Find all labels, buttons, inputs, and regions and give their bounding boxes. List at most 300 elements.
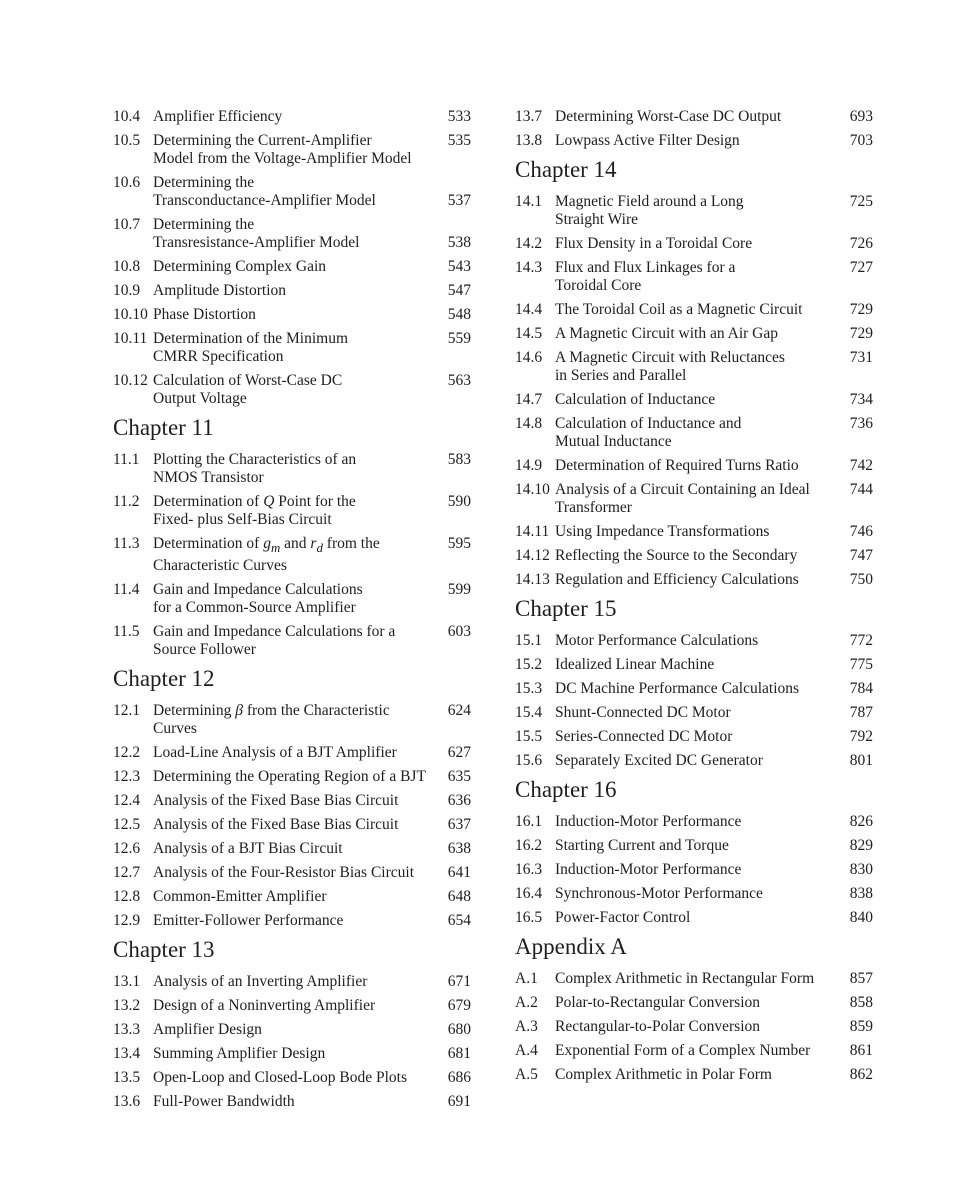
toc-entry-10-6[interactable] xyxy=(113,174,471,210)
toc-entry-14-4[interactable] xyxy=(515,301,873,319)
entry-title xyxy=(555,1018,845,1036)
entry-number: 15.5 xyxy=(515,728,543,745)
entry-page-number: 840 xyxy=(849,909,873,926)
entry-title xyxy=(153,1093,443,1111)
entry-title-line: Exponential Form of a Complex Number xyxy=(555,1042,811,1059)
toc-entry-15-3[interactable] xyxy=(515,680,873,698)
entry-page-number: 826 xyxy=(849,813,873,830)
entry-page-number: 543 xyxy=(447,258,471,275)
entry-title-line: Synchronous-Motor Performance xyxy=(555,885,763,902)
entry-page-number: 583 xyxy=(447,451,471,468)
toc-entry-12-3[interactable] xyxy=(113,768,471,786)
entry-title-line: Summing Amplifier Design xyxy=(153,1045,326,1063)
entry-title xyxy=(153,744,443,762)
entry-title-line: Amplifier Efficiency xyxy=(153,108,283,125)
entry-title xyxy=(555,1042,845,1060)
entry-title-line: Calculation of Inductance and xyxy=(555,415,742,432)
entry-page-number: 729 xyxy=(849,325,873,342)
entry-number: 11.2 xyxy=(113,493,140,510)
entry-title xyxy=(153,372,443,408)
entry-title xyxy=(555,325,845,343)
entry-title-line: Starting Current and Torque xyxy=(555,837,729,854)
entry-title-line: Source Follower xyxy=(153,641,256,659)
entry-number: A.5 xyxy=(515,1066,538,1083)
entry-title-line: Gain and Impedance Calculations xyxy=(153,581,363,599)
entry-title xyxy=(555,193,845,229)
entry-number: 14.11 xyxy=(515,523,550,540)
entry-number: 10.9 xyxy=(113,282,141,299)
entry-number: 12.6 xyxy=(113,840,141,858)
entry-title-line: Polar-to-Rectangular Conversion xyxy=(555,994,761,1011)
toc-entry-15-4[interactable] xyxy=(515,704,873,722)
entry-number: 14.8 xyxy=(515,415,543,432)
entry-page-number: 747 xyxy=(849,547,873,564)
entry-title-line: Determining the Operating Region of a BJT xyxy=(153,768,426,786)
entry-title-line: Gain and Impedance Calculations for a xyxy=(153,623,396,641)
entry-page-number: 746 xyxy=(849,523,873,540)
entry-number: 10.4 xyxy=(113,108,141,125)
entry-number: 11.5 xyxy=(113,623,140,641)
entry-title-line: Phase Distortion xyxy=(153,306,256,323)
entry-title xyxy=(153,840,443,858)
entry-title-line: Load-Line Analysis of a BJT Amplifier xyxy=(153,744,397,762)
entry-number: 13.4 xyxy=(113,1045,141,1063)
entry-title-line: Common-Emitter Amplifier xyxy=(153,888,327,906)
entry-title xyxy=(153,216,443,252)
entry-title-line: The Toroidal Coil as a Magnetic Circuit xyxy=(555,301,803,318)
entry-page-number: 787 xyxy=(849,704,873,721)
entry-title xyxy=(153,768,443,786)
toc-entry-11-1[interactable] xyxy=(113,451,471,487)
toc-entry-15-1[interactable] xyxy=(515,632,873,650)
toc-entry-10-4[interactable] xyxy=(113,108,471,126)
entry-number: 12.3 xyxy=(113,768,141,786)
entry-title-line: Full-Power Bandwidth xyxy=(153,1093,295,1111)
entry-number: 10.8 xyxy=(113,258,141,275)
entry-page-number: 547 xyxy=(447,282,471,299)
entry-title xyxy=(153,888,443,906)
entry-title-line: Complex Arithmetic in Polar Form xyxy=(555,1066,772,1083)
entry-title-line: NMOS Transistor xyxy=(153,469,264,486)
entry-title-line: Determining Worst-Case DC Output xyxy=(555,108,782,125)
entry-title-line: Transconductance-Amplifier Model xyxy=(153,192,376,209)
entry-title-line: Lowpass Active Filter Design xyxy=(555,132,740,149)
entry-number: 15.6 xyxy=(515,752,543,769)
entry-title xyxy=(153,132,443,168)
entry-title-line: Open-Loop and Closed-Loop Bode Plots xyxy=(153,1069,408,1087)
entry-title-line: Design of a Noninverting Amplifier xyxy=(153,997,376,1015)
entry-number: 12.2 xyxy=(113,744,141,762)
entry-number: 14.12 xyxy=(515,547,550,564)
entry-number: 13.5 xyxy=(113,1069,141,1087)
entry-page-number: 750 xyxy=(849,571,873,588)
entry-page-number: 533 xyxy=(447,108,471,125)
entry-number: 12.1 xyxy=(113,702,141,720)
toc-entry-13-4[interactable] xyxy=(113,1045,471,1063)
entry-number: 16.3 xyxy=(515,861,543,878)
entry-title xyxy=(555,457,845,475)
entry-title xyxy=(555,571,845,589)
entry-title xyxy=(555,235,845,253)
entry-page-number: 772 xyxy=(849,632,873,649)
entry-title-line: Analysis of a BJT Bias Circuit xyxy=(153,840,343,858)
entry-number: 11.3 xyxy=(113,535,140,552)
entry-title-line: Determining the Current-Amplifier xyxy=(153,132,372,149)
toc-entry-10-9[interactable] xyxy=(113,282,471,300)
entry-page-number: 859 xyxy=(849,1018,873,1035)
entry-title xyxy=(555,885,845,903)
entry-title xyxy=(153,535,443,575)
entry-page-number: 599 xyxy=(447,581,471,599)
toc-entry-11-4[interactable] xyxy=(113,581,471,617)
entry-page-number: 637 xyxy=(447,816,471,834)
entry-number: 14.3 xyxy=(515,259,543,276)
entry-page-number: 671 xyxy=(447,973,471,991)
entry-title-line: Plotting the Characteristics of an xyxy=(153,451,357,468)
entry-page-number: 691 xyxy=(447,1093,471,1111)
toc-entry-11-5[interactable] xyxy=(113,623,471,659)
entry-title-line: Determination of $g_m$ and $r_d$ from the xyxy=(153,535,380,556)
entry-title xyxy=(153,864,443,882)
entry-title xyxy=(153,258,443,276)
entry-title xyxy=(555,481,845,517)
entry-page-number: 729 xyxy=(849,301,873,318)
toc-entry-13-1[interactable] xyxy=(113,973,471,991)
entry-title-line: Model from the Voltage-Amplifier Model xyxy=(153,150,412,167)
entry-title-line: Curves xyxy=(153,720,197,738)
entry-title xyxy=(555,704,845,722)
entry-page-number: 736 xyxy=(849,415,873,432)
entry-page-number: 624 xyxy=(447,702,471,720)
toc-entry-14-2[interactable] xyxy=(515,235,873,253)
toc-entry-12-4[interactable] xyxy=(113,792,471,810)
entry-title-line: Regulation and Efficiency Calculations xyxy=(555,571,799,588)
entry-title xyxy=(555,813,845,831)
entry-title-line: Output Voltage xyxy=(153,390,247,407)
entry-title-line: CMRR Specification xyxy=(153,348,284,365)
entry-title-line: Determination of Required Turns Ratio xyxy=(555,457,799,474)
chapter-heading-chapter-11: Chapter 11 xyxy=(113,415,214,440)
entry-page-number: 636 xyxy=(447,792,471,810)
entry-page-number: 857 xyxy=(849,970,873,987)
toc-entry-14-10[interactable] xyxy=(515,481,873,517)
entry-title xyxy=(555,656,845,674)
entry-title xyxy=(153,623,443,659)
entry-page-number: 801 xyxy=(849,752,873,769)
toc-entry-13-8[interactable] xyxy=(515,132,873,150)
chapter-heading-appendix-a: Appendix A xyxy=(515,934,627,959)
entry-page-number: 775 xyxy=(849,656,873,673)
entry-number: 13.6 xyxy=(113,1093,141,1111)
entry-number: 11.4 xyxy=(113,581,140,599)
entry-title-line: Mutual Inductance xyxy=(555,433,672,450)
entry-page-number: 686 xyxy=(447,1069,471,1087)
entry-title-line: Determining β from the Characteristic xyxy=(153,702,390,720)
entry-title xyxy=(153,330,443,366)
toc-entry-15-2[interactable] xyxy=(515,656,873,674)
toc-entry-11-3[interactable] xyxy=(113,535,471,575)
entry-title xyxy=(555,108,845,126)
toc-entry-13-7[interactable] xyxy=(515,108,873,126)
toc-entry-16-5[interactable] xyxy=(515,909,873,927)
entry-number: 16.4 xyxy=(515,885,543,902)
chapter-heading-chapter-12: Chapter 12 xyxy=(113,666,215,692)
entry-number: 14.5 xyxy=(515,325,543,342)
toc-entry-10-8[interactable] xyxy=(113,258,471,276)
entry-title-line: Analysis of an Inverting Amplifier xyxy=(153,973,368,991)
entry-title-line: Induction-Motor Performance xyxy=(555,861,742,878)
entry-page-number: 830 xyxy=(849,861,873,878)
entry-title xyxy=(555,837,845,855)
entry-number: 13.3 xyxy=(113,1021,141,1039)
entry-page-number: 559 xyxy=(447,330,471,347)
entry-page-number: 838 xyxy=(849,885,873,902)
toc-left-column xyxy=(113,108,471,1117)
entry-title xyxy=(153,792,443,810)
entry-title-line: A Magnetic Circuit with Reluctances xyxy=(555,349,785,366)
toc-entry-14-13[interactable] xyxy=(515,571,873,589)
entry-number: 15.1 xyxy=(515,632,543,649)
entry-number: 10.11 xyxy=(113,330,148,347)
entry-title xyxy=(555,752,845,770)
entry-title xyxy=(555,301,845,319)
toc-entry-10-12[interactable] xyxy=(113,372,471,408)
toc-entry-13-5[interactable] xyxy=(113,1069,471,1087)
entry-title-line: Flux Density in a Toroidal Core xyxy=(555,235,753,252)
entry-title xyxy=(555,728,845,746)
toc-entry-14-9[interactable] xyxy=(515,457,873,475)
entry-title xyxy=(153,816,443,834)
toc-entry-15-6[interactable] xyxy=(515,752,873,770)
entry-number: 13.1 xyxy=(113,973,141,991)
entry-title-line: Amplitude Distortion xyxy=(153,282,287,299)
entry-number: A.1 xyxy=(515,970,538,987)
toc-entry-16-1[interactable] xyxy=(515,813,873,831)
entry-number: 12.5 xyxy=(113,816,141,834)
entry-title xyxy=(153,493,443,529)
entry-title xyxy=(555,523,845,541)
toc-entry-16-2[interactable] xyxy=(515,837,873,855)
toc-entry-16-3[interactable] xyxy=(515,861,873,879)
entry-title-line: Analysis of a Circuit Containing an Ideal xyxy=(555,481,810,498)
entry-number: 14.1 xyxy=(515,193,543,210)
toc-entry-14-8[interactable] xyxy=(515,415,873,451)
entry-title xyxy=(555,861,845,879)
entry-number: 14.4 xyxy=(515,301,543,318)
toc-entry-14-7[interactable] xyxy=(515,391,873,409)
entry-title xyxy=(153,1045,443,1063)
chapter-heading-chapter-13: Chapter 13 xyxy=(113,937,215,963)
entry-title xyxy=(153,912,443,930)
entry-title-line: Idealized Linear Machine xyxy=(555,656,715,673)
entry-number: 12.4 xyxy=(113,792,141,810)
entry-number: 10.5 xyxy=(113,132,141,149)
toc-entry-13-6[interactable] xyxy=(113,1093,471,1111)
entry-title xyxy=(555,132,845,150)
entry-title-line: Rectangular-to-Polar Conversion xyxy=(555,1018,761,1035)
entry-title-line: in Series and Parallel xyxy=(555,367,687,384)
entry-title xyxy=(153,1069,443,1087)
entry-number: 10.10 xyxy=(113,306,148,323)
entry-page-number: 563 xyxy=(447,372,471,389)
entry-title-line: Power-Factor Control xyxy=(555,909,691,926)
entry-page-number: 537 xyxy=(447,192,471,209)
toc-entry-12-1[interactable] xyxy=(113,702,471,738)
entry-title-line: Transresistance-Amplifier Model xyxy=(153,234,360,251)
toc-entry-a-2[interactable] xyxy=(515,994,873,1012)
entry-number: 16.1 xyxy=(515,813,543,830)
toc-entry-15-5[interactable] xyxy=(515,728,873,746)
entry-title-line: Flux and Flux Linkages for a xyxy=(555,259,736,276)
toc-right-column xyxy=(515,108,873,1090)
entry-page-number: 693 xyxy=(849,108,873,125)
entry-page-number: 858 xyxy=(849,994,873,1011)
entry-page-number: 595 xyxy=(447,535,471,552)
entry-number: 10.6 xyxy=(113,174,141,191)
entry-title xyxy=(555,909,845,927)
entry-title-line: Determining the xyxy=(153,216,255,233)
entry-number: 14.7 xyxy=(515,391,543,408)
toc-entry-a-5[interactable] xyxy=(515,1066,873,1084)
entry-page-number: 635 xyxy=(447,768,471,786)
toc-entry-10-10[interactable] xyxy=(113,306,471,324)
entry-title xyxy=(555,415,845,451)
toc-entry-14-5[interactable] xyxy=(515,325,873,343)
entry-title xyxy=(555,970,845,988)
entry-title xyxy=(153,174,443,210)
toc-entry-14-12[interactable] xyxy=(515,547,873,565)
entry-page-number: 784 xyxy=(849,680,873,697)
toc-entry-12-5[interactable] xyxy=(113,816,471,834)
entry-page-number: 535 xyxy=(447,132,471,149)
entry-number: 13.7 xyxy=(515,108,543,125)
entry-title-line: Analysis of the Four-Resistor Bias Circuit xyxy=(153,864,415,882)
entry-title-line: DC Machine Performance Calculations xyxy=(555,680,800,697)
entry-number: 14.9 xyxy=(515,457,543,474)
entry-page-number: 734 xyxy=(849,391,873,408)
entry-title-line: Emitter-Follower Performance xyxy=(153,912,344,930)
entry-page-number: 603 xyxy=(447,623,471,641)
entry-page-number: 679 xyxy=(447,997,471,1015)
entry-title xyxy=(153,108,443,126)
entry-title xyxy=(555,994,845,1012)
toc-entry-a-4[interactable] xyxy=(515,1042,873,1060)
entry-title-line: Induction-Motor Performance xyxy=(555,813,742,830)
entry-title xyxy=(153,997,443,1015)
entry-page-number: 742 xyxy=(849,457,873,474)
entry-title xyxy=(153,1021,443,1039)
toc-entry-a-3[interactable] xyxy=(515,1018,873,1036)
toc-entry-14-3[interactable] xyxy=(515,259,873,295)
entry-page-number: 641 xyxy=(447,864,471,882)
entry-page-number: 725 xyxy=(849,193,873,210)
toc-entry-13-3[interactable] xyxy=(113,1021,471,1039)
toc-entry-16-4[interactable] xyxy=(515,885,873,903)
entry-title-line: Toroidal Core xyxy=(555,277,642,294)
chapter-heading-chapter-16: Chapter 16 xyxy=(515,777,617,802)
chapter-heading-chapter-15: Chapter 15 xyxy=(515,596,617,621)
entry-title-line: Amplifier Design xyxy=(153,1021,262,1039)
entry-page-number: 654 xyxy=(447,912,471,930)
entry-number: 14.13 xyxy=(515,571,550,588)
entry-page-number: 680 xyxy=(447,1021,471,1039)
entry-title xyxy=(555,680,845,698)
entry-title-line: Calculation of Inductance xyxy=(555,391,716,408)
toc-entry-11-2[interactable] xyxy=(113,493,471,529)
entry-title-line: Analysis of the Fixed Base Bias Circuit xyxy=(153,792,399,810)
entry-number: 13.2 xyxy=(113,997,141,1015)
entry-number: 13.8 xyxy=(515,132,543,149)
toc-entry-12-6[interactable] xyxy=(113,840,471,858)
entry-page-number: 703 xyxy=(849,132,873,149)
toc-entry-12-9[interactable] xyxy=(113,912,471,930)
entry-title-line: Series-Connected DC Motor xyxy=(555,728,733,745)
entry-title-line: Determining the xyxy=(153,174,255,191)
entry-title-line: Separately Excited DC Generator xyxy=(555,752,763,769)
entry-number: 12.7 xyxy=(113,864,141,882)
entry-number: 16.2 xyxy=(515,837,543,854)
entry-page-number: 638 xyxy=(447,840,471,858)
entry-page-number: 861 xyxy=(849,1042,873,1059)
entry-number: 15.4 xyxy=(515,704,543,721)
entry-title-line: Fixed- plus Self-Bias Circuit xyxy=(153,511,332,528)
toc-entry-a-1[interactable] xyxy=(515,970,873,988)
entry-page-number: 548 xyxy=(447,306,471,323)
entry-number: A.4 xyxy=(515,1042,538,1059)
entry-title-line: Straight Wire xyxy=(555,211,639,228)
entry-number: 15.3 xyxy=(515,680,543,697)
entry-title-line: for a Common-Source Amplifier xyxy=(153,599,356,617)
entry-page-number: 627 xyxy=(447,744,471,762)
entry-number: 10.7 xyxy=(113,216,141,233)
toc-entry-13-2[interactable] xyxy=(113,997,471,1015)
entry-title-line: Determination of Q Point for the xyxy=(153,493,356,510)
entry-number: A.2 xyxy=(515,994,538,1011)
toc-entry-10-11[interactable] xyxy=(113,330,471,366)
entry-title-line: Using Impedance Transformations xyxy=(555,523,770,540)
entry-title xyxy=(153,702,443,738)
entry-title-line: Determining Complex Gain xyxy=(153,258,327,275)
toc-entry-10-7[interactable] xyxy=(113,216,471,252)
entry-title xyxy=(555,1066,845,1084)
entry-title-line: Analysis of the Fixed Base Bias Circuit xyxy=(153,816,399,834)
entry-page-number: 829 xyxy=(849,837,873,854)
entry-title xyxy=(153,581,443,617)
entry-page-number: 792 xyxy=(849,728,873,745)
entry-number: 12.8 xyxy=(113,888,141,906)
entry-title xyxy=(555,547,845,565)
toc-entry-12-8[interactable] xyxy=(113,888,471,906)
entry-number: A.3 xyxy=(515,1018,538,1035)
entry-number: 14.6 xyxy=(515,349,543,366)
entry-title-line: Complex Arithmetic in Rectangular Form xyxy=(555,970,815,987)
toc-entry-12-2[interactable] xyxy=(113,744,471,762)
entry-title xyxy=(153,973,443,991)
entry-title xyxy=(555,259,845,295)
toc-entry-10-5[interactable] xyxy=(113,132,471,168)
toc-entry-14-1[interactable] xyxy=(515,193,873,229)
toc-entry-14-6[interactable] xyxy=(515,349,873,385)
toc-entry-12-7[interactable] xyxy=(113,864,471,882)
toc-entry-14-11[interactable] xyxy=(515,523,873,541)
entry-title xyxy=(153,282,443,300)
entry-title-line: Motor Performance Calculations xyxy=(555,632,759,649)
entry-page-number: 862 xyxy=(849,1066,873,1083)
entry-page-number: 648 xyxy=(447,888,471,906)
entry-title xyxy=(153,451,443,487)
entry-number: 10.12 xyxy=(113,372,148,389)
entry-page-number: 726 xyxy=(849,235,873,252)
